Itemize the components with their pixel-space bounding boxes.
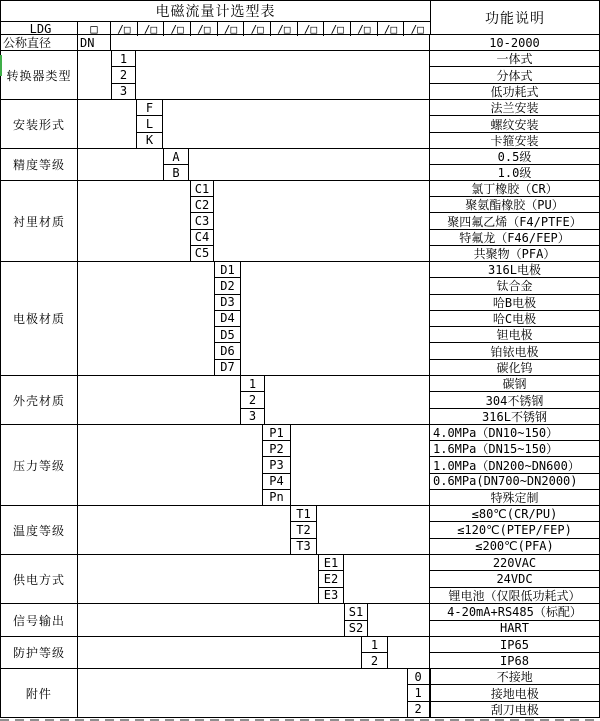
section-converter-type: [1, 50, 599, 99]
code-slot: /□: [351, 22, 378, 36]
section-label: 供电方式: [1, 555, 78, 603]
code-cell: D4: [215, 310, 240, 326]
desc-cell: 1.6MPa（DN15~150）: [430, 440, 599, 456]
desc-cell: 共聚物（PFA）: [430, 245, 599, 261]
code-cell: 1: [119, 51, 128, 66]
code-cell: 0: [414, 669, 422, 684]
desc-cell: 接地电极: [431, 684, 599, 700]
spacer: [317, 506, 429, 554]
code-cell: D1: [220, 262, 235, 277]
code-cell: C1: [194, 181, 210, 196]
code-cell: P1: [269, 425, 284, 440]
desc-cell: 特殊定制: [430, 489, 599, 505]
section-power-supply: [1, 554, 599, 603]
code-cell: B: [164, 164, 188, 180]
section-signal-output: [1, 603, 599, 636]
desc-cell: 316L电极: [488, 263, 541, 278]
code-cell: P3: [263, 456, 290, 472]
desc-cell: 刮刀电极: [431, 701, 599, 717]
section-label: 衬里材质: [1, 181, 78, 261]
section-nominal-diameter: [1, 34, 599, 50]
desc-cell: 铂铱电极: [430, 342, 599, 358]
spacer: [111, 35, 429, 50]
desc-cell: 钽电极: [430, 326, 599, 342]
code-cell: P4: [263, 473, 290, 489]
code-column: [190, 181, 214, 261]
spacer: [214, 181, 429, 261]
code-cell: C2: [191, 196, 213, 212]
code-slot: /□: [244, 22, 271, 36]
spacer: [344, 555, 429, 603]
code-cell: L: [137, 115, 162, 131]
table-title: 电磁流量计选型表: [155, 4, 276, 20]
code-column: [290, 506, 317, 554]
spacer: [78, 604, 344, 636]
code-column: [407, 669, 430, 717]
desc-cell: 卡箍安装: [430, 132, 599, 148]
section-accuracy-class: [1, 148, 599, 180]
code-slot: /□: [218, 22, 245, 36]
desc-cell: 聚氨酯橡胶（PU）: [430, 196, 599, 212]
code-cell: T3: [291, 538, 316, 554]
code-slot: /□: [164, 22, 191, 36]
function-column-header: 功能说明: [485, 10, 545, 27]
left-edge-green-mark: [0, 55, 2, 76]
code-column: [240, 376, 265, 424]
code-cell: T2: [291, 521, 316, 537]
code-slot: /□: [271, 22, 298, 36]
code-slot: /□: [138, 22, 165, 36]
code-cell: D6: [215, 342, 240, 358]
spacer: [78, 376, 240, 424]
desc-cell: 特氟龙（F46/FEP）: [430, 229, 599, 245]
code-column: [163, 149, 189, 180]
header-left: [1, 1, 431, 34]
spacer: [78, 181, 190, 261]
code-cell: E3: [319, 587, 343, 603]
code-cell: A: [172, 149, 180, 164]
desc-cell: 1.0MPa（DN200~DN600）: [430, 456, 599, 472]
section-pressure-rating: [1, 424, 599, 505]
desc-cell: 10-2000: [489, 35, 540, 50]
model-code-row: [1, 21, 430, 36]
desc-column: [429, 604, 599, 636]
desc-cell: 低功耗式: [430, 83, 599, 99]
code-cell: 1: [248, 376, 257, 391]
code-column: [361, 637, 388, 668]
section-label: 外壳材质: [1, 376, 78, 424]
desc-cell: 0.5级: [497, 150, 532, 164]
spacer: [241, 262, 429, 375]
code-cell: E2: [319, 570, 343, 586]
section-label: 精度等级: [1, 149, 78, 180]
desc-column: [429, 376, 599, 424]
desc-cell: 氯丁橡胶（CR）: [471, 182, 558, 197]
code-cell: DN: [80, 35, 95, 50]
code-cell: 2: [362, 652, 387, 668]
desc-column: [429, 506, 599, 554]
desc-cell: 碳钢: [502, 377, 527, 392]
section-label: 信号输出: [1, 604, 78, 636]
spacer: [163, 100, 429, 148]
desc-column: [429, 262, 599, 375]
code-slot: /□: [191, 22, 218, 36]
code-cell: T1: [296, 506, 311, 521]
desc-cell: 碳化钨: [430, 359, 599, 375]
section-label: 压力等级: [1, 425, 78, 505]
code-cell: Pn: [263, 489, 290, 505]
spacer: [368, 604, 429, 636]
code-column: [262, 425, 291, 505]
code-cell: S1: [348, 604, 364, 619]
desc-column: [429, 51, 599, 99]
desc-cell: 304不锈钢: [430, 391, 599, 407]
code-cell: C5: [191, 245, 213, 261]
desc-cell: ≤120℃(PTEP/FEP): [430, 521, 599, 537]
code-cell: D3: [215, 294, 240, 310]
desc-cell: 24VDC: [430, 570, 599, 586]
desc-cell: 哈C电极: [430, 310, 599, 326]
code-cell: 1: [408, 684, 429, 700]
section-label: 防护等级: [1, 637, 78, 668]
desc-cell: 哈B电极: [430, 294, 599, 310]
code-column: [78, 35, 111, 50]
desc-cell: IP65: [500, 637, 529, 652]
code-slot: /□: [111, 22, 138, 36]
spacer: [291, 425, 429, 505]
code-column: [111, 51, 136, 99]
code-cell: D7: [215, 359, 240, 375]
code-slot: /□: [410, 22, 424, 36]
desc-cell: 螺纹安装: [430, 115, 599, 131]
code-column: [318, 555, 344, 603]
desc-cell: IP68: [430, 652, 599, 668]
desc-column: [429, 35, 599, 50]
spacer: [78, 425, 262, 505]
desc-cell: 法兰安装: [490, 101, 539, 116]
code-cell: F: [145, 100, 154, 115]
desc-cell: 聚四氟乙烯（F4/PTFE）: [430, 212, 599, 228]
spacer: [78, 262, 214, 375]
section-temperature-rating: [1, 505, 599, 554]
desc-column: [429, 637, 599, 668]
desc-cell: 1.0级: [430, 164, 599, 180]
spacer: [189, 149, 429, 180]
code-cell: 3: [241, 408, 264, 424]
desc-cell: 316L不锈钢: [430, 408, 599, 424]
desc-cell: 220VAC: [492, 555, 537, 570]
section-installation-type: [1, 99, 599, 148]
code-cell: P2: [263, 440, 290, 456]
code-cell: D5: [215, 326, 240, 342]
section-label: 安装形式: [1, 100, 78, 148]
spacer: [78, 669, 407, 717]
spacer: [78, 51, 111, 99]
code-cell: 2: [241, 391, 264, 407]
desc-cell: ≤80℃(CR/PU): [471, 506, 558, 521]
desc-column: [429, 555, 599, 603]
spacer: [78, 100, 136, 148]
desc-cell: HART: [430, 620, 599, 637]
code-cell: K: [137, 132, 162, 148]
desc-column: [429, 181, 599, 261]
section-label: 附件: [1, 669, 78, 717]
desc-column: [430, 669, 599, 717]
desc-column: [429, 100, 599, 148]
spacer: [78, 506, 290, 554]
desc-cell: 4.0MPa（DN10~150）: [433, 426, 559, 441]
desc-cell: 0.6MPa(DN700~DN2000): [430, 473, 599, 489]
section-electrode-material: [1, 261, 599, 375]
spacer: [136, 51, 429, 99]
code-cell: C4: [191, 229, 213, 245]
spacer: [78, 555, 318, 603]
section-label: 温度等级: [1, 506, 78, 554]
section-protection-rating: [1, 636, 599, 668]
spacer: [78, 637, 361, 668]
code-cell: E1: [323, 555, 339, 570]
code-column: [136, 100, 163, 148]
model-prefix: LDG: [1, 22, 78, 36]
table-header: [1, 1, 599, 34]
spacer: [265, 376, 429, 424]
code-cell: 1: [370, 637, 379, 652]
section-housing-material: [1, 375, 599, 424]
section-label: 公称直径: [1, 35, 78, 50]
section-label: 电极材质: [1, 262, 78, 375]
desc-cell: 不接地: [496, 670, 533, 685]
code-column: [344, 604, 368, 636]
code-cell: S2: [345, 620, 367, 637]
code-slot: /□: [378, 22, 405, 36]
spacer: [78, 149, 163, 180]
code-cell: 2: [112, 66, 135, 82]
desc-column: [429, 149, 599, 180]
spacer: [388, 637, 429, 668]
code-cell: D2: [215, 277, 240, 293]
section-accessories: [1, 668, 599, 717]
code-slot: /□: [298, 22, 325, 36]
code-box: □: [78, 22, 111, 36]
section-label: 转换器类型: [1, 51, 78, 99]
code-cell: 2: [408, 701, 429, 717]
desc-cell: 4-20mA+RS485（标配）: [447, 605, 582, 620]
desc-cell: 一体式: [496, 52, 533, 67]
code-cell: C3: [191, 212, 213, 228]
desc-cell: 钛合金: [430, 277, 599, 293]
desc-cell: 锂电池（仅限低功耗式）: [430, 587, 599, 603]
code-slot: /□: [324, 22, 351, 36]
code-column: [214, 262, 241, 375]
desc-cell: 分体式: [430, 66, 599, 82]
section-liner-material: [1, 180, 599, 261]
code-cell: 3: [112, 83, 135, 99]
desc-column: [429, 425, 599, 505]
desc-cell: ≤200℃(PFA): [430, 538, 599, 554]
